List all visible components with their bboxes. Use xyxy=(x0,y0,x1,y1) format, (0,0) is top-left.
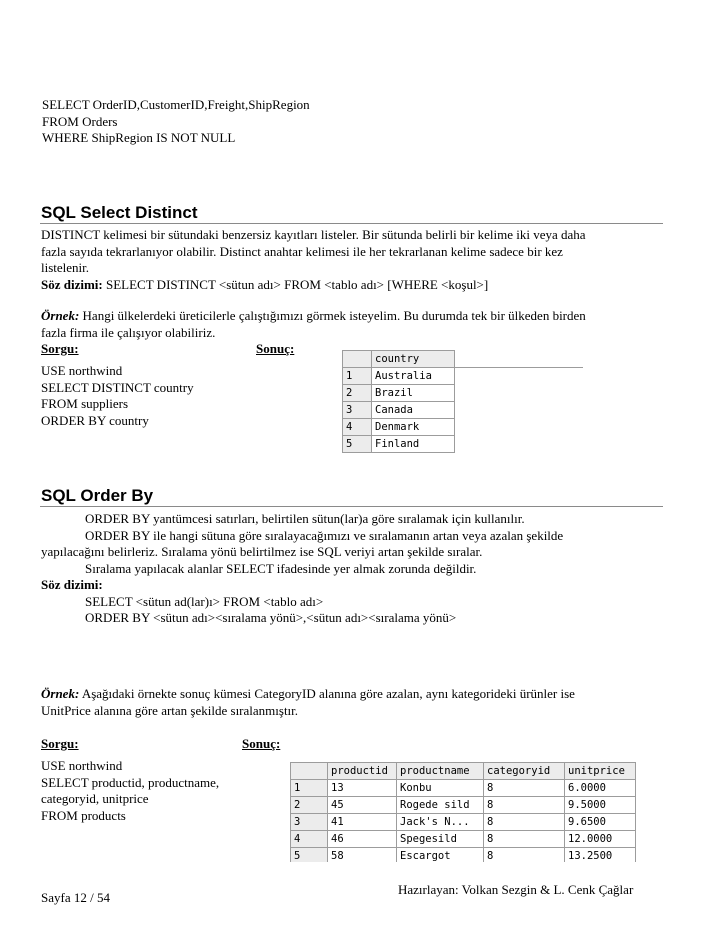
grid-cell[interactable]: 8 xyxy=(484,814,565,831)
grid-empty xyxy=(455,351,584,368)
query-line: FROM products xyxy=(41,807,126,823)
result-label: Sonuç: xyxy=(242,736,281,751)
grid-cell[interactable]: 8 xyxy=(484,780,565,797)
query-line: FROM suppliers xyxy=(41,396,129,411)
row-number: 2 xyxy=(343,385,372,402)
grid-cell[interactable]: Spegesild xyxy=(397,831,484,848)
footer-author: Hazırlayan: Volkan Sezgin & L. Cenk Çağlar xyxy=(398,882,634,897)
row-number: 1 xyxy=(291,780,328,797)
orderby-example xyxy=(41,686,575,719)
grid-cell[interactable]: 13.2500 xyxy=(565,848,636,863)
column-header[interactable]: country xyxy=(372,351,455,368)
heading-rule xyxy=(40,506,663,507)
grid-row[interactable] xyxy=(343,402,584,419)
grid-corner xyxy=(343,351,372,368)
grid-row[interactable] xyxy=(343,419,584,436)
column-header[interactable]: unitprice xyxy=(565,763,636,780)
grid-cell[interactable]: 58 xyxy=(328,848,397,863)
distinct-example xyxy=(41,308,586,341)
section-heading-distinct: SQL Select Distinct xyxy=(41,203,198,222)
example-text: Hangi ülkelerdeki üreticilerle çalıştığımızı görmek isteyelim. Bu durumda tek bir ülkeden birden xyxy=(79,308,586,323)
orderby-query xyxy=(41,758,219,824)
grid-empty xyxy=(455,385,584,402)
syntax-line: ORDER BY <sütun adı><sıralama yönü>,<sütun adı><sıralama yönü> xyxy=(85,610,457,625)
grid-row[interactable] xyxy=(291,814,636,831)
query-line: SELECT OrderID,CustomerID,Freight,ShipRegion xyxy=(42,97,310,112)
heading-rule xyxy=(40,223,663,224)
paragraph-line: listelenir. xyxy=(41,260,90,275)
grid-cell[interactable]: 45 xyxy=(328,797,397,814)
grid-row[interactable] xyxy=(291,831,636,848)
result-grid-products[interactable] xyxy=(290,762,642,862)
row-number: 3 xyxy=(291,814,328,831)
example-label: Örnek: xyxy=(41,686,80,701)
query-line: USE northwind xyxy=(41,363,123,378)
grid-cell[interactable]: Finland xyxy=(372,436,455,453)
paragraph-line: DISTINCT kelimesi bir sütundaki benzersiz kayıtları listeler. Bir sütunda belirli bir kelime iki veya daha xyxy=(41,227,586,242)
grid-cell[interactable]: Konbu xyxy=(397,780,484,797)
row-number: 4 xyxy=(343,419,372,436)
grid-cell[interactable]: 9.5000 xyxy=(565,797,636,814)
grid-row[interactable] xyxy=(343,368,584,385)
syntax-label: Söz dizimi: xyxy=(41,276,103,292)
grid-cell[interactable]: 46 xyxy=(328,831,397,848)
query-line: USE northwind xyxy=(41,758,123,773)
row-number: 5 xyxy=(343,436,372,453)
grid-corner xyxy=(291,763,328,780)
column-header[interactable]: productid xyxy=(328,763,397,780)
row-number: 4 xyxy=(291,831,328,848)
distinct-description xyxy=(41,227,586,293)
grid-empty xyxy=(455,419,584,436)
grid-cell[interactable]: 8 xyxy=(484,848,565,863)
query-line: categoryid, unitprice xyxy=(41,791,149,806)
grid-row[interactable] xyxy=(291,848,636,863)
row-number: 2 xyxy=(291,797,328,814)
grid-cell[interactable]: 12.0000 xyxy=(565,831,636,848)
grid-empty xyxy=(455,436,584,453)
syntax-label-line xyxy=(41,577,664,594)
query-line: FROM Orders xyxy=(42,113,118,129)
query-block-top xyxy=(42,97,310,147)
example-line: UnitPrice alanına göre artan şekilde sıralanmıştır. xyxy=(41,702,299,718)
paragraph-line: yapılacağını belirleriz. Sıralama yönü belirtilmez ise SQL veriyi artan şekilde sıralar. xyxy=(41,544,483,559)
orderby-paragraph xyxy=(41,511,664,627)
query-line: ORDER BY country xyxy=(41,412,149,428)
grid-cell[interactable]: 9.6500 xyxy=(565,814,636,831)
query-line: SELECT DISTINCT country xyxy=(41,379,194,395)
grid-cell[interactable]: Brazil xyxy=(372,385,455,402)
paragraph-line: ORDER BY yantümcesi satırları, belirtilen sütun(lar)a göre sıralamak için kullanılır. xyxy=(85,511,525,526)
query-label: Sorgu: xyxy=(41,341,79,356)
query-line: WHERE ShipRegion IS NOT NULL xyxy=(42,130,236,145)
grid-cell[interactable]: 41 xyxy=(328,814,397,831)
grid-row[interactable] xyxy=(291,797,636,814)
grid-cell[interactable]: 8 xyxy=(484,797,565,814)
grid-cell[interactable]: Escargot xyxy=(397,848,484,863)
grid-empty xyxy=(455,368,584,385)
grid-cell[interactable]: 6.0000 xyxy=(565,780,636,797)
grid-row[interactable] xyxy=(343,436,584,453)
column-header[interactable]: categoryid xyxy=(484,763,565,780)
syntax-line xyxy=(41,277,586,294)
example-text: Aşağıdaki örnekte sonuç kümesi CategoryID alanına göre azalan, aynı kategorideki ürünler ise xyxy=(79,686,575,701)
grid-cell[interactable]: Australia xyxy=(372,368,455,385)
syntax-line: SELECT <sütun ad(lar)ı> FROM <tablo adı> xyxy=(85,593,324,609)
row-number: 3 xyxy=(343,402,372,419)
distinct-query xyxy=(41,363,194,429)
column-header[interactable]: productname xyxy=(397,763,484,780)
paragraph-line: Sıralama yapılacak alanlar SELECT ifadesinde yer almak zorunda değildir. xyxy=(85,560,477,576)
section-heading-orderby: SQL Order By xyxy=(41,486,154,505)
grid-cell[interactable]: 8 xyxy=(484,831,565,848)
example-label: Örnek: xyxy=(41,308,80,323)
syntax-label: Söz dizimi: xyxy=(41,577,103,592)
grid-row[interactable] xyxy=(291,780,636,797)
paragraph-line: fazla sayıda tekrarlanıyor olabilir. Distinct anahtar kelimesi ile her tekrarlanan kelime sadece bir kez xyxy=(41,243,563,259)
grid-cell[interactable]: Denmark xyxy=(372,419,455,436)
example-line xyxy=(41,686,575,703)
result-label: Sonuç: xyxy=(256,341,295,356)
query-line: SELECT productid, productname, xyxy=(41,774,220,790)
query-label: Sorgu: xyxy=(41,736,79,751)
example-line: fazla firma ile çalışıyor olabiliriz. xyxy=(41,324,216,340)
grid-row[interactable] xyxy=(343,385,584,402)
grid-cell[interactable]: 13 xyxy=(328,780,397,797)
result-grid-country[interactable] xyxy=(342,350,590,453)
grid-cell[interactable]: Rogede sild xyxy=(397,797,484,814)
grid-empty xyxy=(455,402,584,419)
grid-cell[interactable]: Jack's N... xyxy=(397,814,484,831)
grid-cell[interactable]: Canada xyxy=(372,402,455,419)
page-number: Sayfa 12 / 54 xyxy=(41,890,110,905)
paragraph-line: ORDER BY ile hangi sütuna göre sıralayacağımızı ve sıralamanın artan veya azalan şekilde xyxy=(85,527,564,543)
row-number: 1 xyxy=(343,368,372,385)
example-line xyxy=(41,308,586,325)
row-number: 5 xyxy=(291,848,328,863)
syntax-text: SELECT DISTINCT <sütun adı> FROM <tablo adı> [WHERE <koşul>] xyxy=(102,276,489,292)
